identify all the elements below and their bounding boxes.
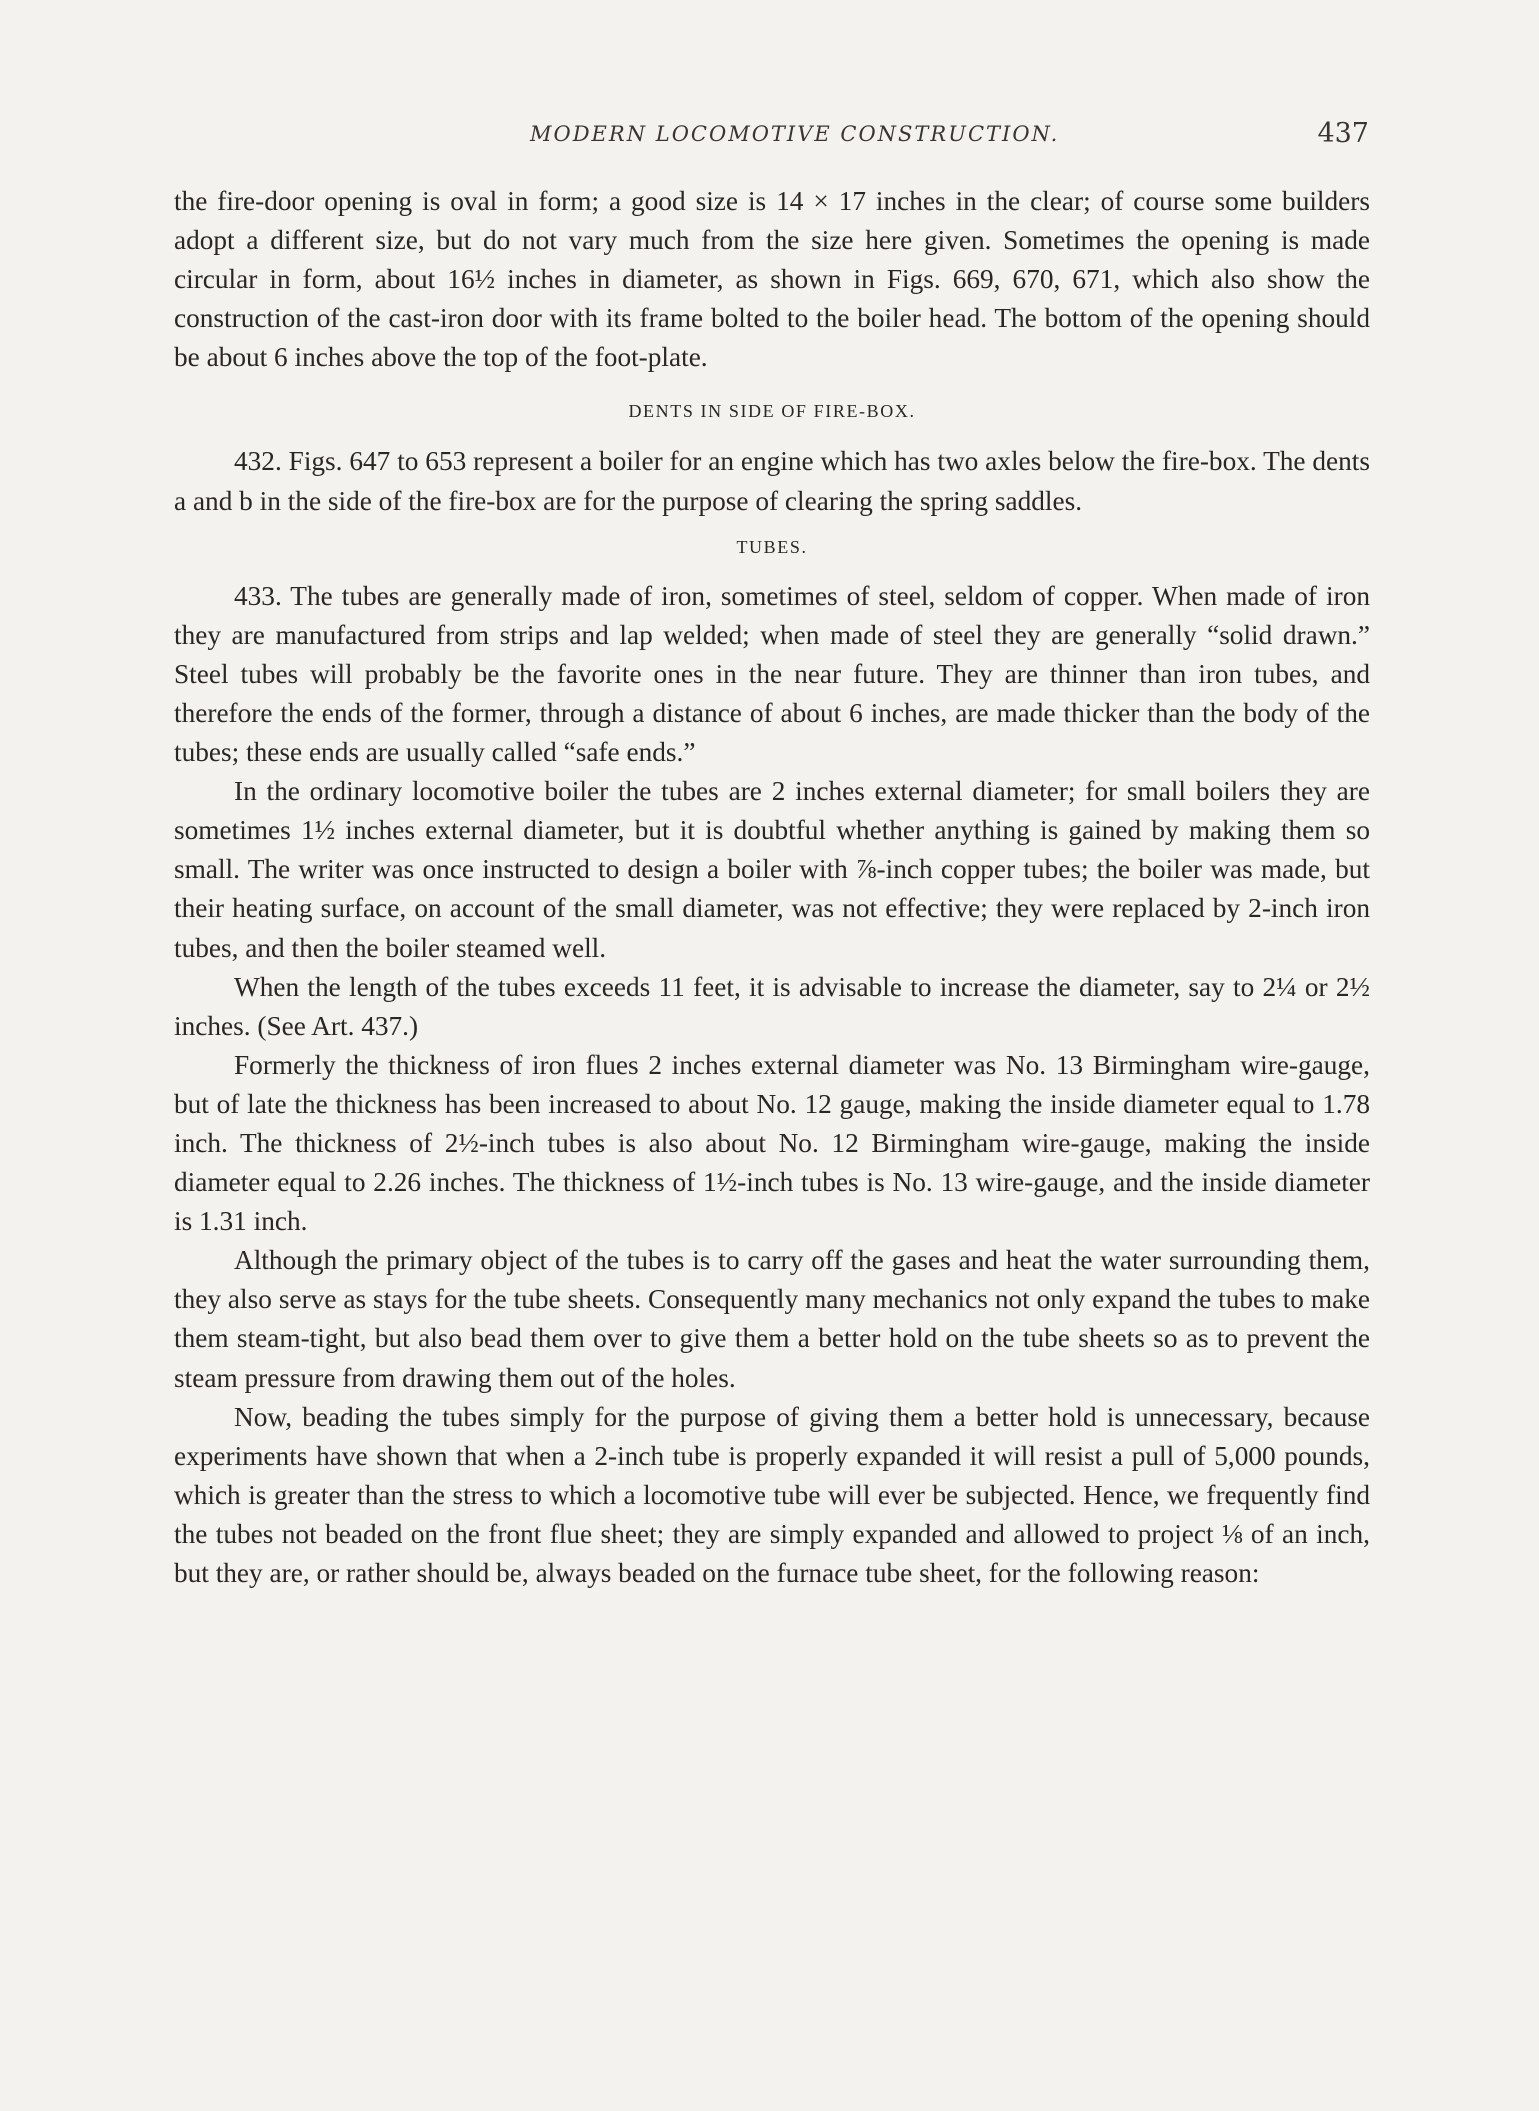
running-head: MODERN LOCOMOTIVE CONSTRUCTION. [530,122,1060,146]
paragraph-fire-door: the fire-door opening is oval in form; a good size is 14 × 17 inches in the clear; of course some builders adopt a different size, but do not vary much from the size here given. Sometimes the opening is made circular in form, about 16½ inches in diameter, as shown in Figs. 669, 670, 671, which also show the construction of the cast-iron door with its frame bolted to the boiler head. The bottom of the opening should be about 6 inches above the top of the foot-plate. [174,186,1370,373]
paragraph-tube-length: When the length of the tubes exceeds 11 feet, it is advisable to increase the diameter, say to 2¼ or 2½ inches. (See Art. 437.) [174,971,1370,1041]
page-number: 437 [1317,118,1369,149]
paragraph-formerly: Formerly the thickness of iron flues 2 inches external diameter was No. 13 Birmingham wire-gauge, but of late the thickness has been increased to about No. 12 gauge, making the inside diameter equal to 1.78 inch. The thickness of 2½-inch tubes is also about No. 12 Birmingham wire-gauge, making the inside diameter equal to 2.26 inches. The thickness of 1½-inch tubes is No. 13 wire-gauge, and the inside diameter is 1.31 inch. [174,1049,1370,1237]
paragraph-ordinary-boiler: In the ordinary locomotive boiler the tubes are 2 inches external diameter; for small boilers they are sometimes 1½ inches external diameter, but it is doubtful whether anything is gained by making them so small. The writer was once instructed to design a boiler with ⅞-inch copper tubes; the boiler was made, but their heating surface, on account of the small diameter, was not effective; they were replaced by 2-inch iron tubes, and then the boiler steamed well. [174,776,1370,963]
paragraph-although: Although the primary object of the tubes is to carry off the gases and heat the water surrounding them, they also serve as stays for the tube sheets. Consequently many mechanics not only expand the tubes to make them steam-tight, but also bead them over to give them a better hold on the tube sheets so as to prevent the steam pressure from drawing them out of the holes. [174,1245,1370,1393]
paragraph-433: 433. The tubes are generally made of iron, sometimes of steel, seldom of copper. When made of iron they are manufactured from strips and lap welded; when made of steel they are generally “solid drawn.” Steel tubes will probably be the favorite ones in the near future. They are thinner than iron tubes, and therefore the ends of the former, through a distance of about 6 inches, are made thicker than the body of the tubes; these ends are usually called “safe ends.” [174,580,1370,768]
section-heading-dents: DENTS IN SIDE OF FIRE-BOX. [628,401,916,422]
body-text [174,182,1370,1593]
section-heading-tubes: TUBES. [736,536,808,557]
paragraph-beading: Now, beading the tubes simply for the purpose of giving them a better hold is unnecessary, because experiments have shown that when a 2-inch tube is properly expanded it will resist a pull of 5,000 pounds, which is greater than the stress to which a locomotive tube will ever be subjected. Hence, we frequently find the tubes not beaded on the front flue sheet; they are simply expanded and allowed to project ⅛ of an inch, but they are, or rather should be, always beaded on the furnace tube sheet, for the following reason: [174,1401,1370,1588]
paragraph-432: 432. Figs. 647 to 653 represent a boiler for an engine which has two axles below the fire-box. The dents a and b in the side of the fire-box are for the purpose of clearing the spring saddles. [174,446,1370,516]
